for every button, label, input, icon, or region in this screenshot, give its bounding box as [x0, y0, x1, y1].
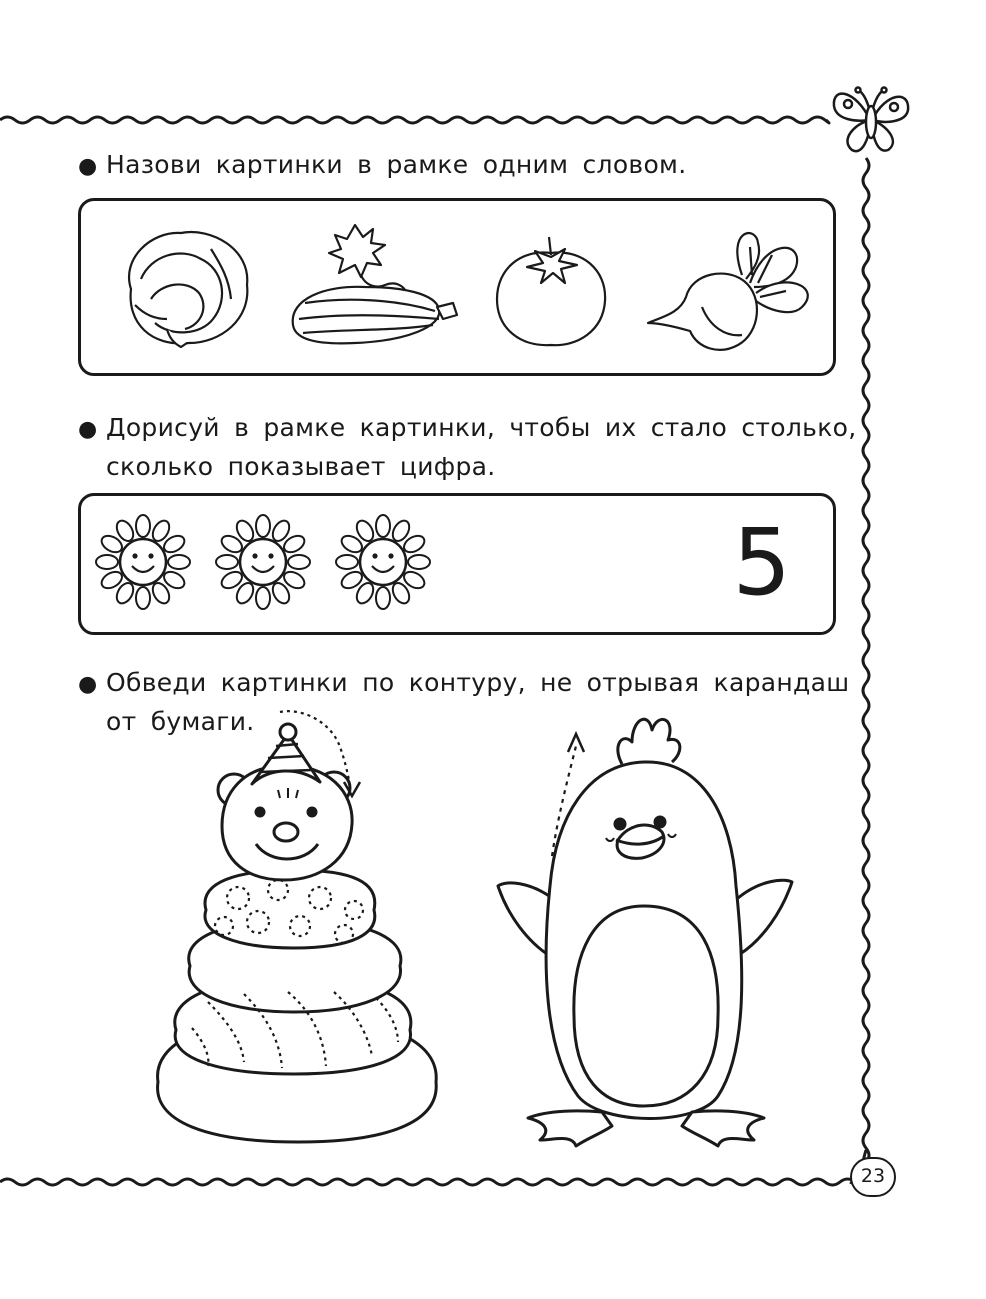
tomato-icon: [491, 231, 611, 351]
bullet: ●: [78, 672, 98, 697]
bullet: ●: [78, 154, 98, 179]
bear-pyramid-icon: [148, 712, 448, 1152]
task-instruction: [78, 409, 856, 485]
cabbage-icon: [111, 219, 261, 359]
target-number: 5: [732, 509, 791, 616]
bullet: ●: [78, 417, 98, 442]
zucchini-icon: [285, 219, 465, 359]
task-3-line-2: от бумаги.: [106, 707, 255, 736]
page-number: 23: [850, 1157, 896, 1197]
vegetables-frame: [78, 198, 836, 376]
flower-icon: [216, 515, 310, 609]
butterfly-icon: [826, 80, 916, 160]
task-2-line-2: сколько показывает цифра.: [106, 452, 496, 481]
counting-frame: [78, 493, 836, 635]
beet-icon: [646, 227, 826, 367]
task-instruction: [78, 146, 686, 185]
flowers-group: [91, 508, 451, 618]
task-3-line-1: Обведи картинки по контуру, не отрывая карандаш: [106, 668, 850, 697]
flower-icon: [336, 515, 430, 609]
task-1-line-1: Назови картинки в рамке одним словом.: [106, 150, 687, 179]
penguin-icon: [492, 706, 812, 1166]
task-2-line-1: Дорисуй в рамке картинки, чтобы их стало столько,: [106, 413, 857, 442]
flower-icon: [96, 515, 190, 609]
